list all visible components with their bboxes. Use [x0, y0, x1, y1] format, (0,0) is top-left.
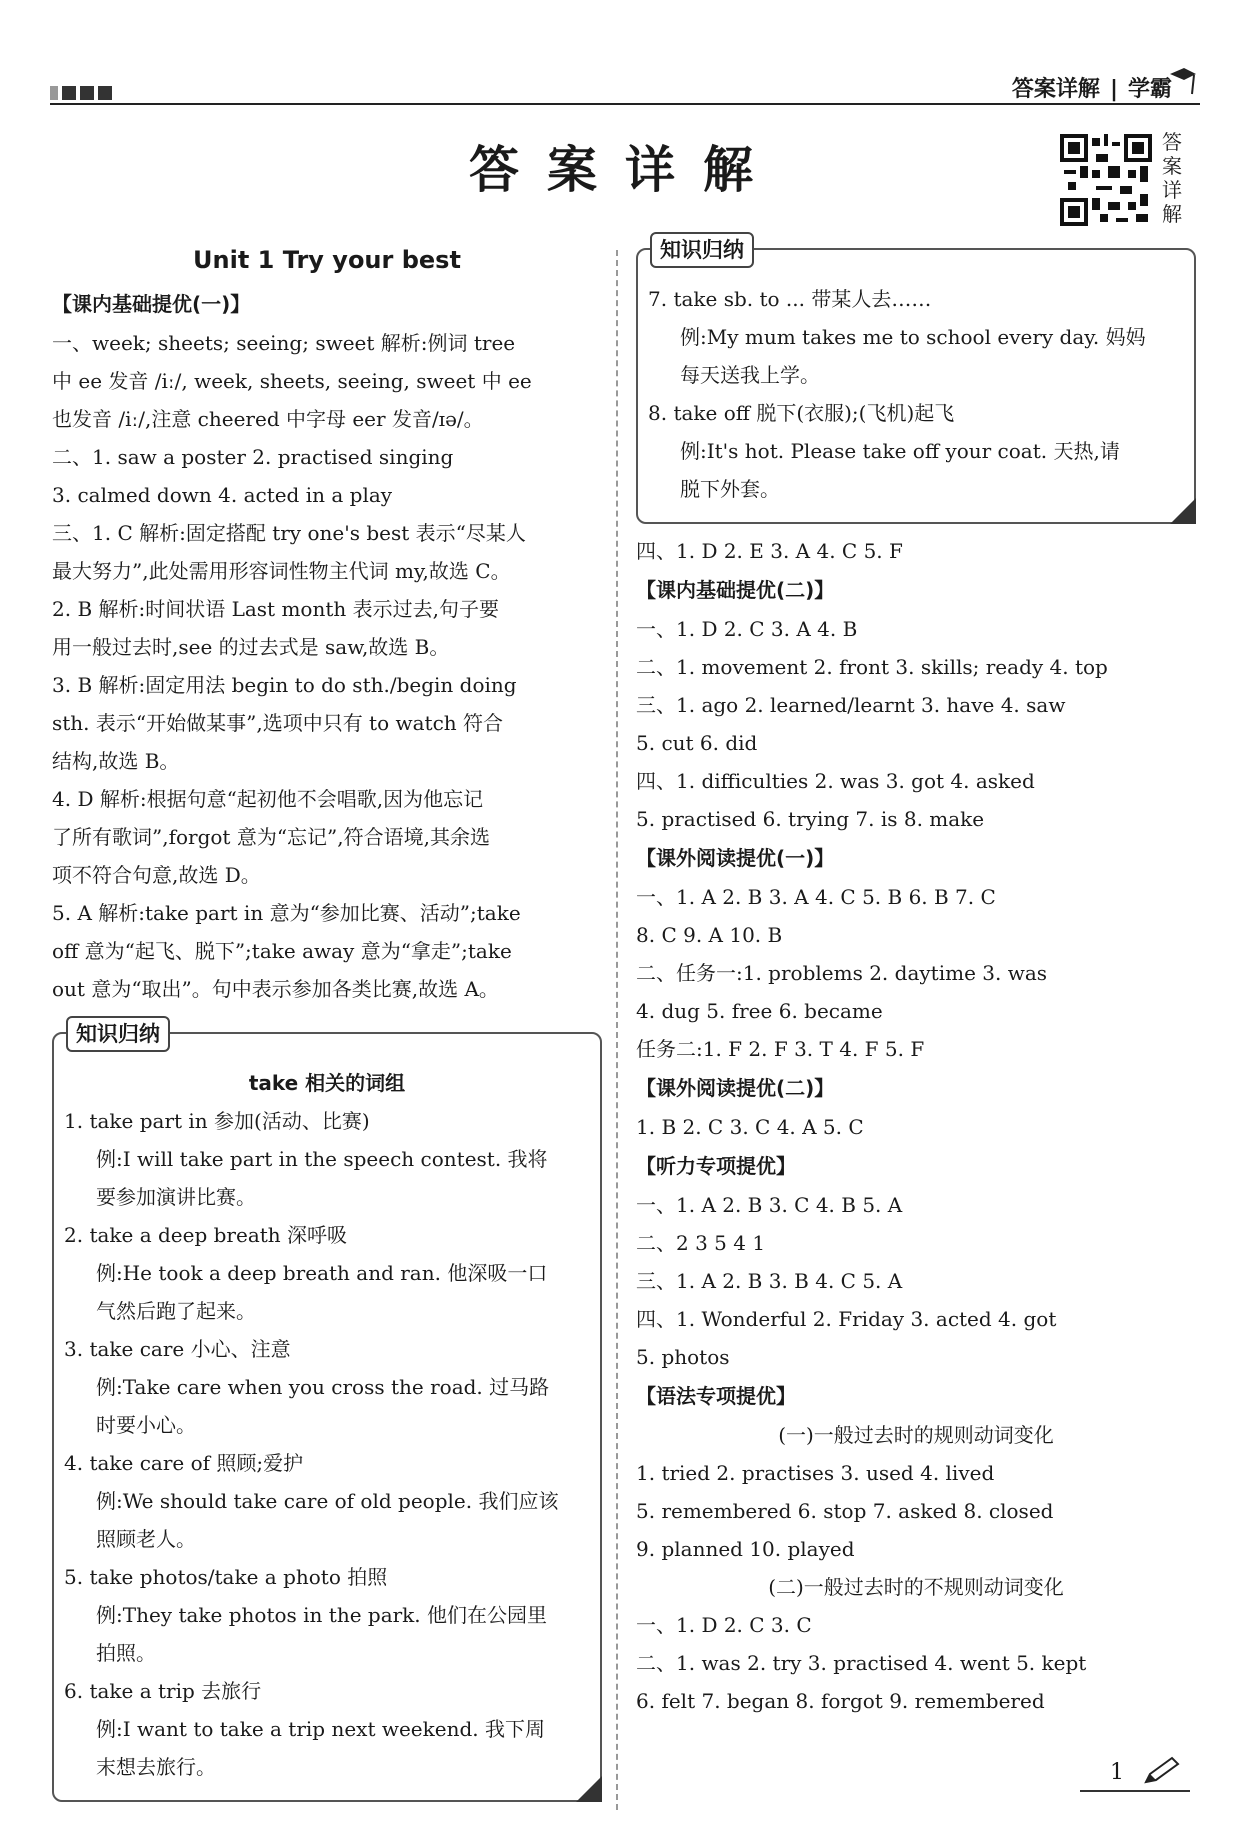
answer-line: 5. practised 6. trying 7. is 8. make: [636, 807, 985, 831]
left-column: [52, 240, 602, 1810]
header-brand: 答案详解 | 学霸: [1011, 77, 1172, 102]
subsection-heading: (二)一般过去时的不规则动词变化: [768, 1575, 1064, 1599]
section-heading: 【语法专项提优】: [636, 1384, 796, 1408]
answer-line: 9. planned 10. played: [636, 1537, 855, 1561]
answer-line: off 意为“起飞、脱下”;take away 意为“拿走”;take: [52, 939, 512, 963]
knowledge-line: 例:They take photos in the park. 他们在公园里: [96, 1603, 548, 1627]
answer-list: [636, 532, 1196, 1720]
box-corner-decoration: [576, 1776, 602, 1802]
knowledge-line: 例:He took a deep breath and ran. 他深吸一口: [96, 1261, 548, 1285]
answer-line: 8. C 9. A 10. B: [636, 923, 783, 947]
answer-line: 一、1. A 2. B 3. C 4. B 5. A: [636, 1193, 903, 1217]
answer-line: 四、1. difficulties 2. was 3. got 4. asked: [636, 769, 1035, 793]
knowledge-line: 例:I want to take a trip next weekend. 我下周: [96, 1717, 545, 1741]
answer-line: 四、1. Wonderful 2. Friday 3. acted 4. got: [636, 1307, 1057, 1331]
graduation-cap-icon: [1168, 64, 1198, 100]
knowledge-line: 要参加演讲比赛。: [96, 1185, 256, 1209]
answer-line: 一、week; sheets; seeing; sweet 解析:例词 tree: [52, 331, 516, 355]
qr-label: 答案详解: [1162, 130, 1182, 226]
answer-line: 最大努力”,此处需用形容词性物主代词 my,故选 C。: [52, 559, 511, 583]
answer-line: 二、1. saw a poster 2. practised singing: [52, 445, 454, 469]
answer-list: [52, 324, 602, 1008]
unit-title: Unit 1 Try your best: [193, 246, 461, 274]
answer-line: 用一般过去时,see 的过去式是 saw,故选 B。: [52, 635, 450, 659]
answer-line: out 意为“取出”。句中表示参加各类比赛,故选 A。: [52, 977, 499, 1001]
answer-line: 项不符合句意,故选 D。: [52, 863, 261, 887]
answer-line: 二、1. was 2. try 3. practised 4. went 5. kept: [636, 1651, 1087, 1675]
answer-line: 三、1. A 2. B 3. B 4. C 5. A: [636, 1269, 903, 1293]
knowledge-line: 脱下外套。: [680, 477, 780, 501]
knowledge-line: 每天送我上学。: [680, 363, 820, 387]
knowledge-line: 3. take care 小心、注意: [64, 1337, 291, 1361]
answer-line: 3. B 解析:固定用法 begin to do sth./begin doing: [52, 673, 517, 697]
section-heading: 【课内基础提优(一)】: [52, 292, 251, 316]
answer-line: 5. cut 6. did: [636, 731, 758, 755]
answer-line: 二、2 3 5 4 1: [636, 1231, 766, 1255]
answer-line: 5. remembered 6. stop 7. asked 8. closed: [636, 1499, 1054, 1523]
answer-line: 了所有歌词”,forgot 意为“忘记”,符合语境,其余选: [52, 825, 490, 849]
knowledge-box-tag: 知识归纳: [66, 1016, 170, 1052]
answer-line: sth. 表示“开始做某事”,选项中只有 to watch 符合: [52, 711, 504, 735]
answer-line: 一、1. D 2. C 3. A 4. B: [636, 617, 858, 641]
answer-line: 任务二:1. F 2. F 3. T 4. F 5. F: [636, 1037, 925, 1061]
footer-rule: [1080, 1790, 1190, 1792]
answer-line: 三、1. ago 2. learned/learnt 3. have 4. saw: [636, 693, 1066, 717]
answer-line: 5. photos: [636, 1345, 730, 1369]
knowledge-line: 6. take a trip 去旅行: [64, 1679, 262, 1703]
knowledge-line: 照顾老人。: [96, 1527, 196, 1551]
knowledge-line: 1. take part in 参加(活动、比赛): [64, 1109, 370, 1133]
answer-line: 一、1. A 2. B 3. A 4. C 5. B 6. B 7. C: [636, 885, 996, 909]
page-number: 1: [1110, 1760, 1124, 1785]
knowledge-list: [64, 1102, 590, 1786]
knowledge-line: 例:It's hot. Please take off your coat. 天热,请: [680, 439, 1120, 463]
answer-line: 5. A 解析:take part in 意为“参加比赛、活动”;take: [52, 901, 521, 925]
header-rule: [50, 103, 1200, 105]
knowledge-line: 时要小心。: [96, 1413, 196, 1437]
answer-line: 2. B 解析:时间状语 Last month 表示过去,句子要: [52, 597, 499, 621]
knowledge-line: 8. take off 脱下(衣服);(飞机)起飞: [648, 401, 955, 425]
subsection-heading: (一)一般过去时的规则动词变化: [778, 1423, 1054, 1447]
knowledge-line: 4. take care of 照顾;爱护: [64, 1451, 304, 1475]
section-heading: 【课内基础提优(二)】: [636, 578, 835, 602]
knowledge-line: 例:I will take part in the speech contest. 我将: [96, 1147, 548, 1171]
qr-code-icon[interactable]: [1060, 134, 1152, 226]
answer-line: 也发音 /iː/,注意 cheered 中字母 eer 发音/ɪə/。: [52, 407, 484, 431]
section-heading: 【课外阅读提优(一)】: [636, 846, 835, 870]
header-decoration: [50, 86, 112, 100]
knowledge-line: 例:Take care when you cross the road. 过马路: [96, 1375, 550, 1399]
answer-line: 4. dug 5. free 6. became: [636, 999, 883, 1023]
page-title: 答案详解: [469, 141, 781, 199]
answer-line: 4. D 解析:根据句意“起初他不会唱歌,因为他忘记: [52, 787, 484, 811]
column-divider: [616, 250, 618, 1810]
right-column: [636, 240, 1196, 1720]
knowledge-line: 2. take a deep breath 深呼吸: [64, 1223, 348, 1247]
answer-line: 四、1. D 2. E 3. A 4. C 5. F: [636, 539, 903, 563]
knowledge-box-tag: 知识归纳: [650, 232, 754, 268]
answer-line: 3. calmed down 4. acted in a play: [52, 483, 393, 507]
answer-line: 中 ee 发音 /iː/, week, sheets, seeing, sweet 中 ee: [52, 369, 532, 393]
answer-line: 三、1. C 解析:固定搭配 try one's best 表示“尽某人: [52, 521, 526, 545]
header-section-label: 答案详解: [1011, 77, 1100, 102]
section-heading: 【课外阅读提优(二)】: [636, 1076, 835, 1100]
answer-line: 1. B 2. C 3. C 4. A 5. C: [636, 1115, 864, 1139]
knowledge-line: 5. take photos/take a photo 拍照: [64, 1565, 388, 1589]
pencil-icon: [1140, 1756, 1180, 1786]
knowledge-line: 末想去旅行。: [96, 1755, 216, 1779]
answer-line: 二、任务一:1. problems 2. daytime 3. was: [636, 961, 1048, 985]
knowledge-box: [636, 238, 1196, 524]
knowledge-line: 例:We should take care of old people. 我们应该: [96, 1489, 559, 1513]
knowledge-line: 气然后跑了起来。: [96, 1299, 256, 1323]
knowledge-line: 7. take sb. to ... 带某人去……: [648, 287, 932, 311]
box-corner-decoration: [1170, 498, 1196, 524]
knowledge-line: 拍照。: [96, 1641, 156, 1665]
knowledge-box-subtitle: take 相关的词组: [248, 1071, 406, 1095]
answer-line: 6. felt 7. began 8. forgot 9. remembered: [636, 1689, 1045, 1713]
answer-line: 二、1. movement 2. front 3. skills; ready 4. top: [636, 655, 1108, 679]
knowledge-line: 例:My mum takes me to school every day. 妈妈: [680, 325, 1146, 349]
answer-line: 结构,故选 B。: [52, 749, 180, 773]
answer-line: 1. tried 2. practises 3. used 4. lived: [636, 1461, 995, 1485]
header-brand-name: 学霸: [1127, 77, 1172, 102]
knowledge-list: [648, 280, 1184, 508]
answer-line: 一、1. D 2. C 3. C: [636, 1613, 812, 1637]
knowledge-box: [52, 1022, 602, 1802]
section-heading: 【听力专项提优】: [636, 1154, 796, 1178]
